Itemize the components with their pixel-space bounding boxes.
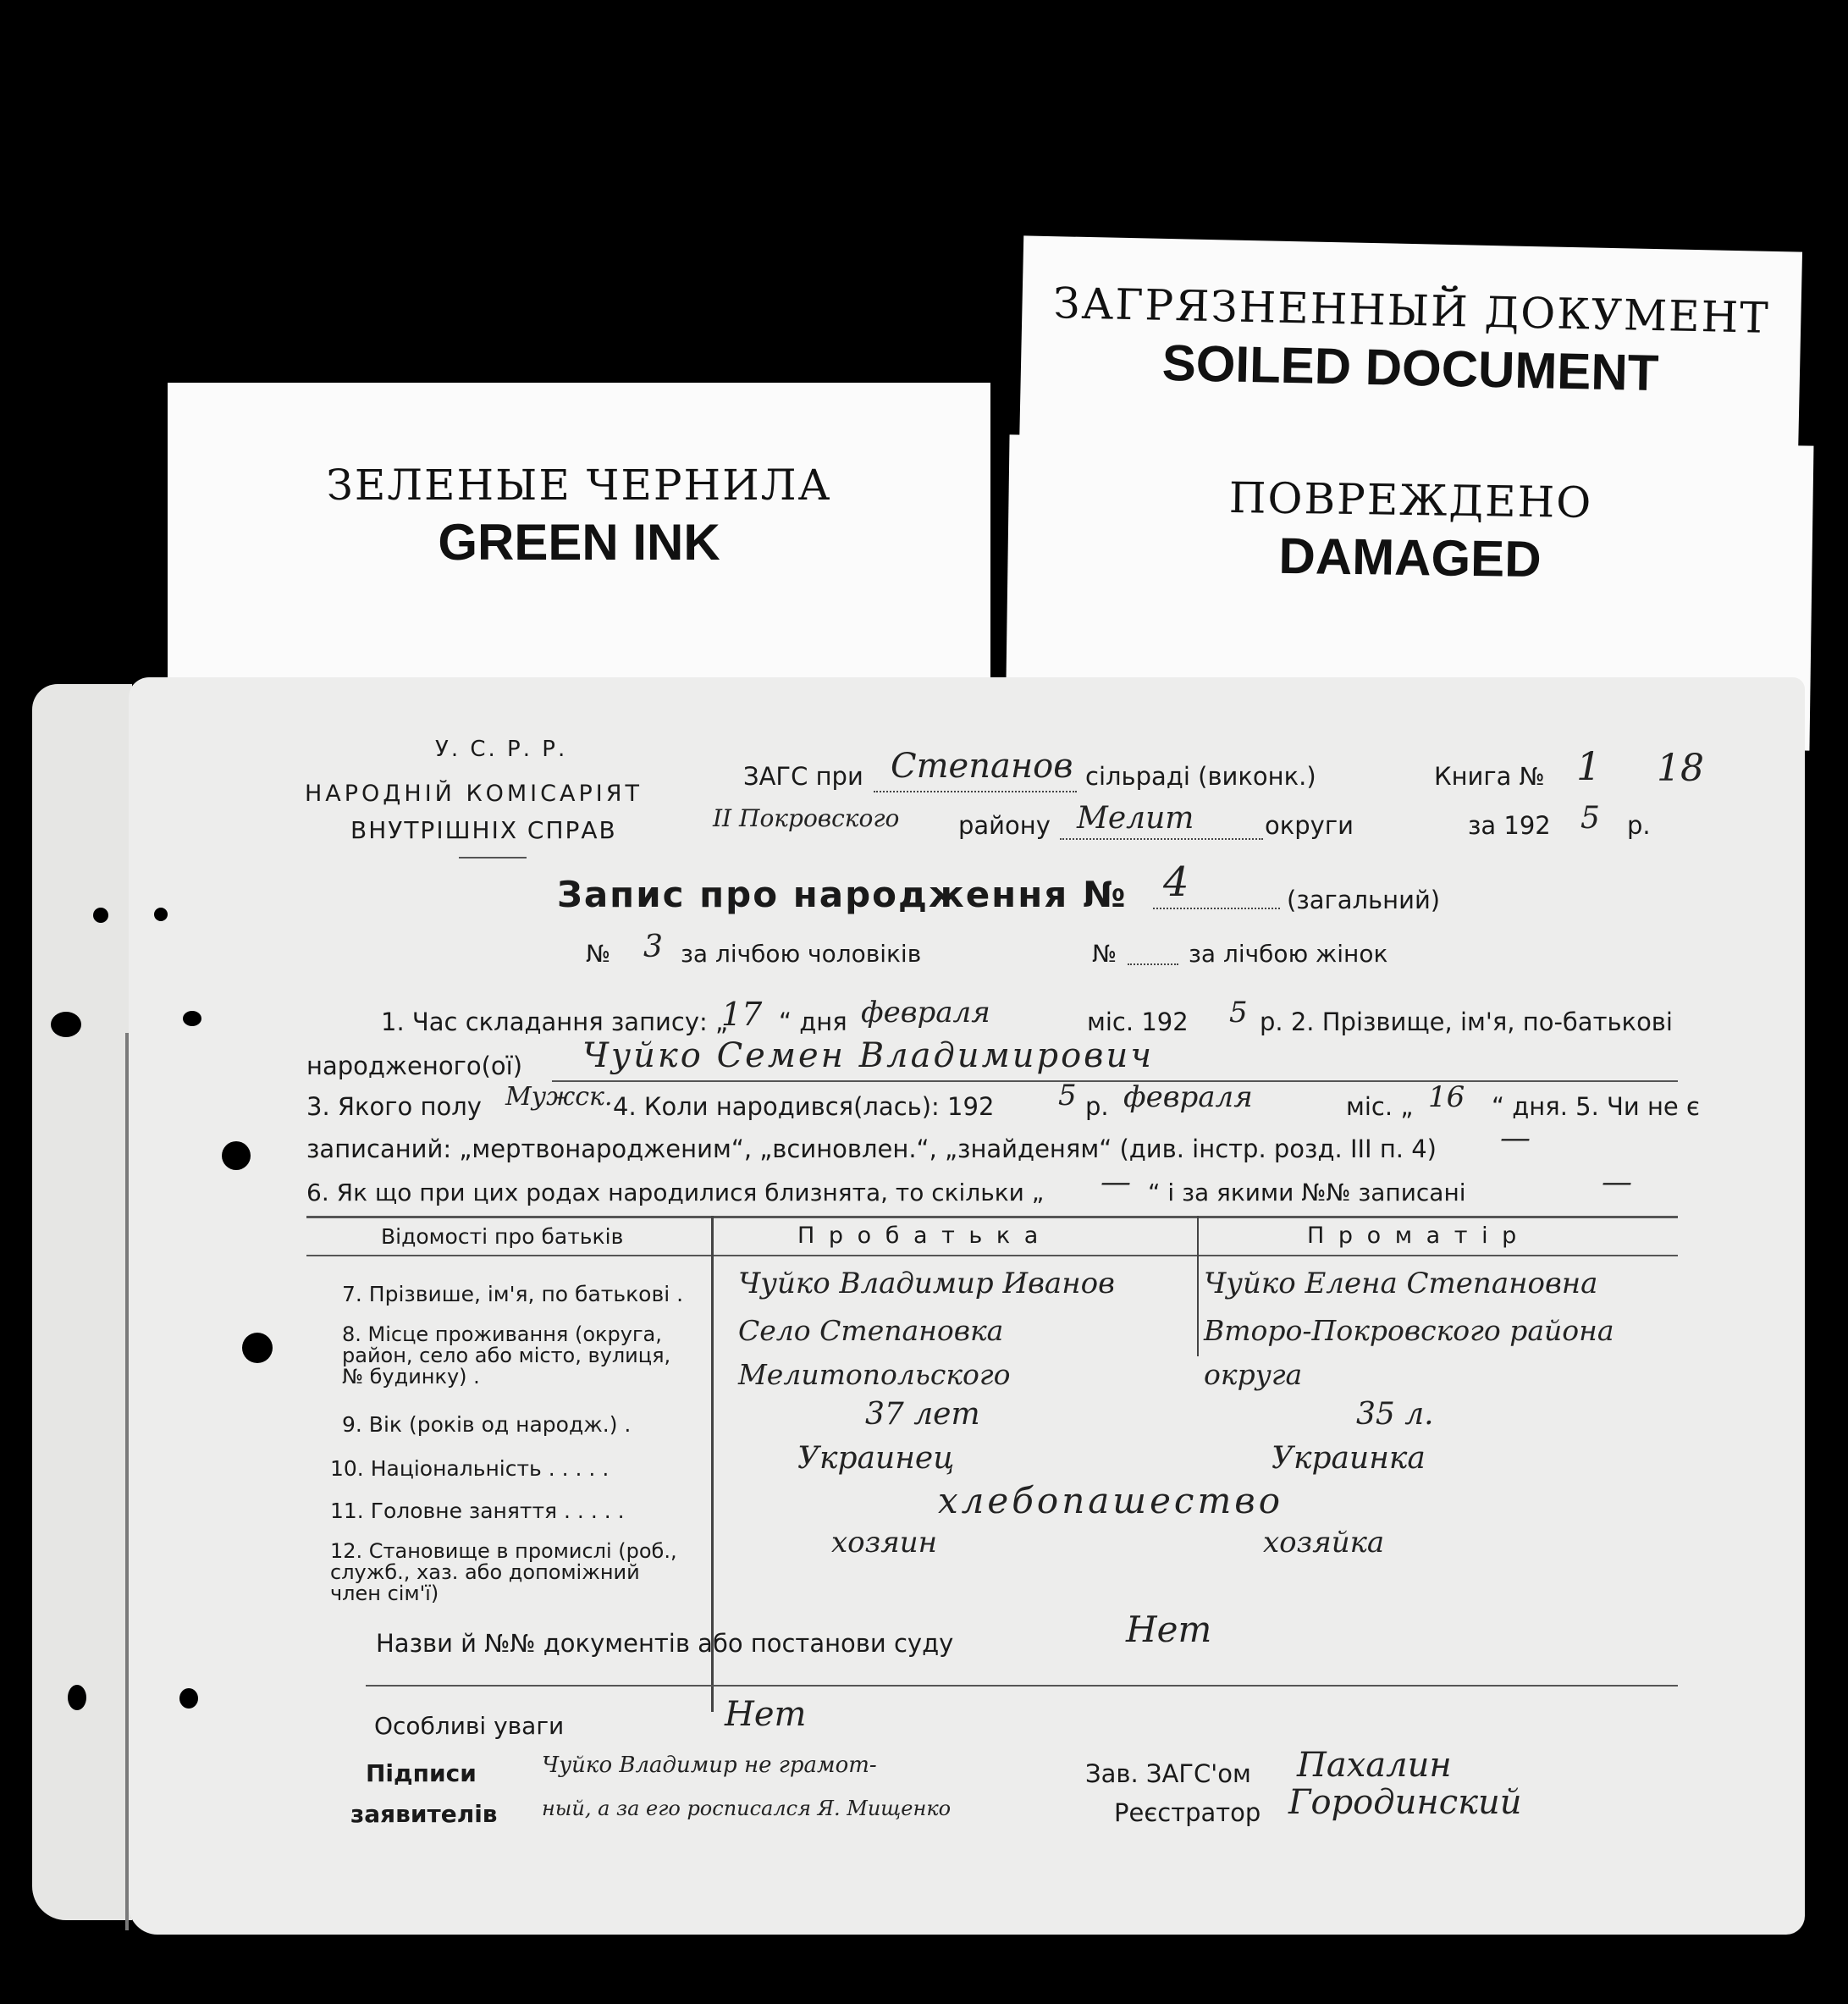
punch-hole (68, 1685, 86, 1710)
zags-village-value: Степанов (891, 747, 1073, 786)
father-status-value: хозяин (831, 1526, 937, 1560)
label-en-text: GREEN INK (438, 514, 720, 571)
applicants-label: заявителів (350, 1800, 498, 1828)
signatures-label: Підписи (366, 1759, 477, 1787)
mother-name-value: Чуйко Елена Степановна (1204, 1267, 1598, 1300)
registrar-label: Реєстратор (1114, 1798, 1261, 1827)
birth-year-suffix: р. (1085, 1092, 1109, 1121)
zags-suffix: сільраді (виконк.) (1085, 762, 1316, 791)
birth-month-label: міс. „ (1346, 1092, 1414, 1121)
item5-line: записаний: „мертвонародженим“, „всиновлен.“, „знайденям“ (див. інстр. розд. III п. 4) (306, 1134, 1437, 1163)
male-count-no-label: № (586, 940, 611, 968)
documents-value: Нет (1126, 1609, 1212, 1650)
item1-prefix: 1. Час складання запису: „ (381, 1008, 728, 1036)
label-en-text: SOILED DOCUMENT (1161, 334, 1660, 402)
male-count-label: за лічбою чоловіків (681, 940, 922, 968)
zags-prefix: ЗАГС при (743, 762, 863, 791)
birth-month-value: февраля (1123, 1080, 1253, 1114)
book-number-value: 1 (1576, 743, 1602, 789)
mother-residence-value: Второ-Покровского района округа (1204, 1314, 1614, 1391)
label-ru-text: ПОВРЕЖДЕНО (1228, 473, 1593, 528)
zags-head-label: Зав. ЗАГС'ом (1085, 1759, 1251, 1788)
punch-hole (183, 1011, 201, 1026)
punch-hole (154, 908, 168, 921)
book-label: Книга № (1434, 762, 1545, 791)
documents-label: Назви й №№ документів або постанови суду (376, 1629, 954, 1658)
row-label-name: 7. Прізвише, ім'я, по батькові . (342, 1282, 684, 1306)
raion-value: II Покровского (713, 804, 900, 832)
record-number-value: 4 (1163, 858, 1189, 906)
twins-count-value: — (1101, 1165, 1131, 1200)
birth-day-value: 16 (1428, 1080, 1465, 1114)
father-residence-value: Село Степановка Мелитопольского (738, 1314, 1011, 1391)
year-suffix: р. (1627, 811, 1651, 840)
ussr-heading: У. С. Р. Р. (435, 737, 568, 762)
item1-suffix: р. 2. Прізвище, ім'я, по-батькові (1260, 1008, 1673, 1036)
record-title: Запис про народження № (557, 874, 1128, 915)
row-label-residence: 8. Місце проживання (округа, район, село або місто, вулиця, № будинку) . (342, 1322, 671, 1388)
year-value: 5 (1580, 801, 1600, 836)
row-label-age: 9. Вік (років од народж.) . (342, 1412, 632, 1437)
applicant-signature-line-1: Чуйко Владимир не грамот- (542, 1753, 877, 1778)
item5-label: “ дня. 5. Чи не є (1492, 1092, 1700, 1121)
corner-mark: 18 (1657, 747, 1704, 790)
item3-label: 3. Якого полу (306, 1092, 482, 1121)
twins-numbers-value: — (1602, 1165, 1632, 1200)
row-label-status: 12. Становище в промислі (роб., служб., хаз. або допоміжний член сім'ї) (330, 1539, 677, 1605)
item4-label: 4. Коли народився(лась): 192 (613, 1092, 995, 1121)
child-name-value: Чуйко Семен Владимирович (582, 1036, 1155, 1075)
label-en-text: DAMAGED (1278, 527, 1542, 588)
item1-day-label: “ дня (779, 1008, 847, 1036)
notes-label: Особливі уваги (374, 1712, 565, 1740)
table-header-parents: Відомості про батьків (381, 1224, 624, 1249)
table-header-father: П р о б а т ь к а (797, 1223, 1042, 1249)
punch-hole (93, 908, 108, 923)
father-age-value: 37 лет (865, 1397, 980, 1432)
punch-hole (51, 1012, 81, 1037)
birth-year-value: 5 (1058, 1079, 1077, 1112)
commissariat-heading: НАРОДНІЙ КОМІСАРІЯТ (305, 781, 643, 807)
row-label-occupation: 11. Головне заняття . . . . . (330, 1499, 625, 1523)
folded-page-flap (32, 684, 132, 1920)
year-label: за 192 (1468, 811, 1551, 840)
male-count-value: 3 (643, 930, 663, 964)
raion-label: району (958, 811, 1051, 840)
registrar-signature: Городинский (1288, 1783, 1522, 1822)
record-general: (загальний) (1287, 886, 1441, 914)
mother-status-value: хозяйка (1263, 1526, 1385, 1560)
birth-record-form (129, 677, 1805, 1935)
female-count-label: за лічбою жінок (1189, 940, 1388, 968)
item6-label: 6. Як що при цих родах народилися близнята, то скільки „ (306, 1179, 1045, 1206)
row-label-nationality: 10. Національність . . . . . (330, 1456, 610, 1481)
item2-label: народженого(ої) (306, 1052, 523, 1080)
table-header-mother: П р о м а т і р (1307, 1223, 1520, 1249)
item5-value: — (1500, 1121, 1531, 1156)
punch-hole (222, 1141, 251, 1170)
notes-value: Нет (725, 1695, 807, 1734)
mother-nationality-value: Украинка (1272, 1441, 1426, 1476)
applicant-signature-line-2: ный, а за его росписался Я. Мищенко (542, 1797, 952, 1820)
father-nationality-value: Украинец (797, 1441, 955, 1476)
item1-day-value: 17 (721, 996, 763, 1033)
punch-hole (179, 1688, 198, 1709)
father-name-value: Чуйко Владимир Иванов (738, 1267, 1115, 1300)
okrug-label: округи (1265, 811, 1354, 840)
item1-month-value: февраля (861, 996, 990, 1030)
item1-year-value: 5 (1229, 996, 1248, 1030)
zags-head-signature: Пахалин (1297, 1746, 1452, 1785)
occupation-value: хлебопашество (938, 1480, 1284, 1521)
punch-hole (242, 1333, 273, 1363)
mother-age-value: 35 л. (1356, 1397, 1434, 1432)
internal-affairs-heading: ВНУТРІШНІХ СПРАВ (350, 816, 617, 844)
label-ru-text: ЗЕЛЕНЫЕ ЧЕРНИЛА (326, 461, 832, 510)
item1-year-label: міс. 192 (1087, 1008, 1189, 1036)
female-count-no-label: № (1092, 940, 1117, 968)
green-ink-label (168, 383, 990, 696)
item6-suffix: “ і за якими №№ записані (1148, 1179, 1466, 1206)
okrug-value: Мелит (1077, 801, 1194, 836)
label-ru-text: ЗАГРЯЗНЕННЫЙ ДОКУМЕНТ (1052, 279, 1771, 343)
sex-value: Мужск. (505, 1082, 613, 1112)
